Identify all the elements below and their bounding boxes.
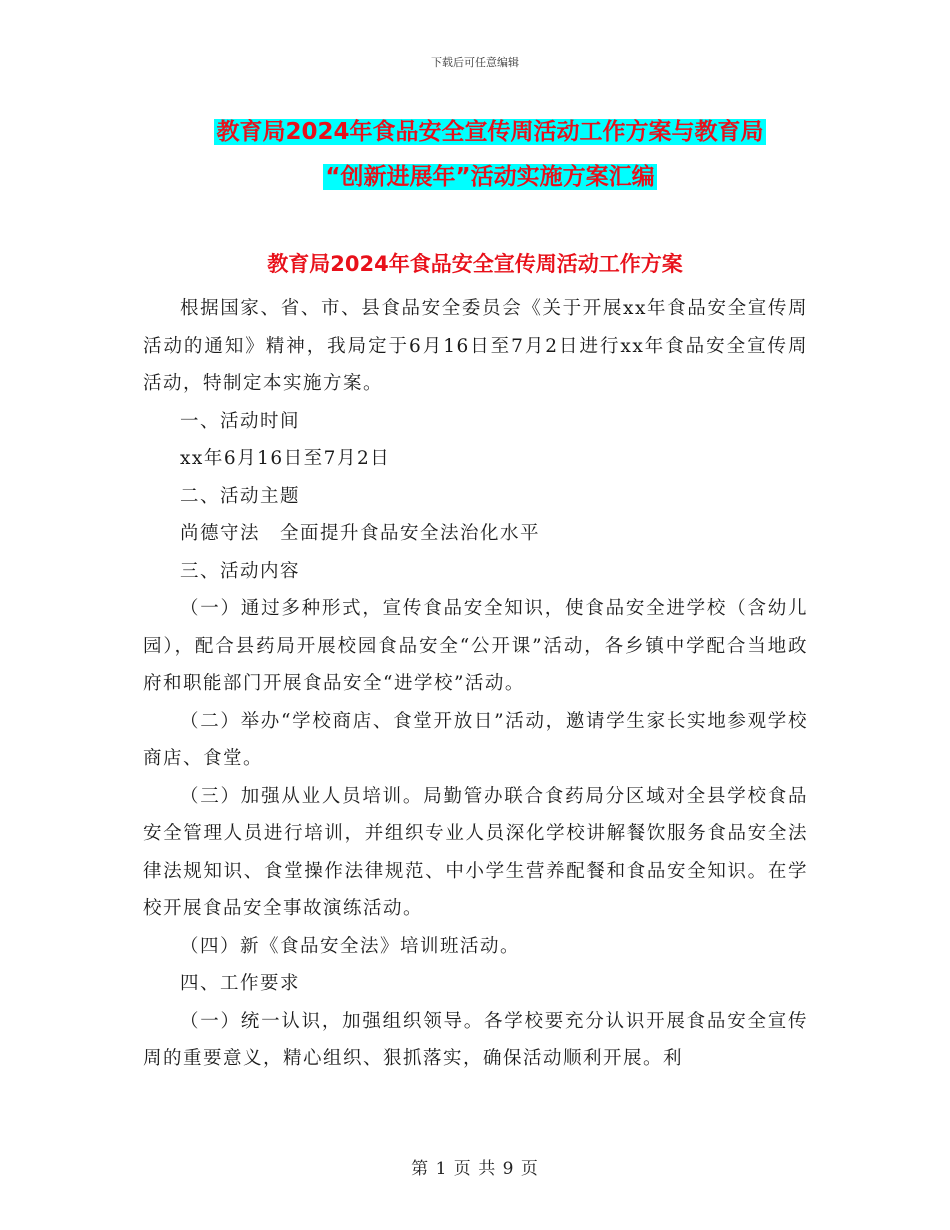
paragraph-content-item-3: （三）加强从业人员培训。局勤管办联合食药局分区域对全县学校食品安全管理人员进行培训，并组织专业人员深化学校讲解餐饮服务食品安全法律法规知识、食堂操作法律规范、中小学生营养配餐和食品安全知识。在学校开展食品安全事故演练活动。 bbox=[143, 785, 808, 919]
paragraph-content-item-2: （二）举办“学校商店、食堂开放日”活动，邀请学生家长实地参观学校商店、食堂。 bbox=[143, 710, 808, 769]
paragraph-content-item-1: （一）通过多种形式，宣传食品安全知识，使食品安全进学校（含幼儿园），配合县药局开展校园食品安全“公开课”活动，各乡镇中学配合当地政府和职能部门开展食品安全“进学校”活动。 bbox=[143, 598, 808, 694]
heading-activity-theme: 二、活动主题 bbox=[180, 485, 301, 507]
main-title-line-1: 教育局2024年食品安全宣传周活动工作方案与教育局 bbox=[216, 119, 764, 145]
section-title: 教育局2024年食品安全宣传周活动工作方案 bbox=[267, 252, 683, 276]
document-body bbox=[143, 290, 808, 1078]
paragraph-content-item-4: （四）新《食品安全法》培训班活动。 bbox=[180, 935, 521, 957]
heading-activity-content: 三、活动内容 bbox=[180, 560, 301, 582]
heading-work-requirements: 四、工作要求 bbox=[180, 973, 301, 994]
document-main-title bbox=[140, 110, 840, 200]
page-footer: 第 1 页 共 9 页 bbox=[411, 1159, 539, 1179]
paragraph-activity-theme: 尚德守法 全面提升食品安全法治化水平 bbox=[180, 523, 541, 544]
paragraph-requirement-1: （一）统一认识，加强组织领导。各学校要充分认识开展食品安全宣传周的重要意义，精心组织、狠抓落实，确保活动顺利开展。利 bbox=[143, 1010, 808, 1069]
header-note: 下载后可任意编辑 bbox=[431, 56, 519, 69]
paragraph-activity-dates: xx年6月16日至7月2日 bbox=[180, 448, 391, 469]
paragraph-intro: 根据国家、省、市、县食品安全委员会《关于开展xx年食品安全宣传周活动的通知》精神，我局定于6月16日至7月2日进行xx年食品安全宣传周活动，特制定本实施方案。 bbox=[143, 298, 808, 394]
main-title-line-2: “创新进展年”活动实施方案汇编 bbox=[325, 164, 655, 190]
heading-activity-time: 一、活动时间 bbox=[180, 410, 301, 432]
